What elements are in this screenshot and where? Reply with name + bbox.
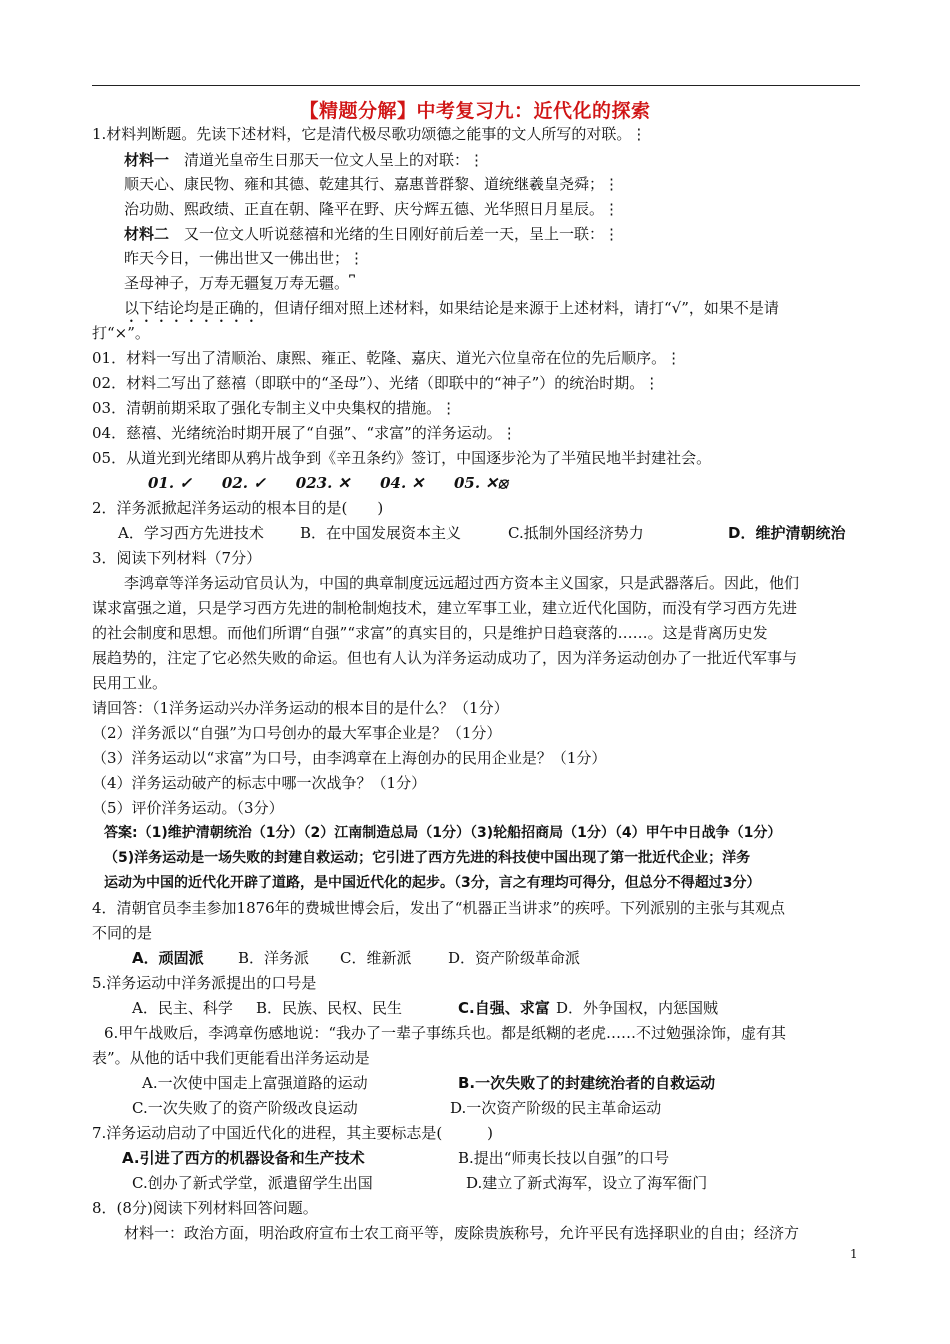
- q4-option-d: D．资产阶级革命派: [448, 949, 581, 967]
- q1-statement-1: 01．材料一写出了清顺治、康熙、雍正、乾隆、嘉庆、道光六位皇帝在位的先后顺序。⋮: [92, 349, 682, 367]
- q6-option-c: C.一次失败了的资产阶级改良运动: [132, 1099, 358, 1117]
- q3-passage-line-4: 展趋势的，注定了它必然失败的命运。但也有人认为洋务运动成功了，因为洋务运动创办了一批近代军事与: [92, 649, 798, 667]
- q1-m1-text: 清道光皇帝生日那天一位文人呈上的对联：⋮: [169, 151, 485, 169]
- q8-stem: 8．(8分)阅读下列材料回答问题。: [92, 1199, 318, 1217]
- q1-m2-couplet-line-2: 圣母神子，万寿无疆复万寿无疆。⎴: [124, 274, 356, 292]
- q1-m1-couplet-line-2: 治功勋、熙政绩、正直在朝、隆平在野、庆兮辉五德、光华照日月星辰。⋮: [124, 200, 620, 218]
- q5-option-b: B．民族、民权、民生: [256, 999, 403, 1017]
- q7-option-a-answer: A.引进了西方的机器设备和生产技术: [122, 1149, 365, 1167]
- q1-material-2: [124, 224, 619, 244]
- q5-option-c-answer: C.自强、求富: [458, 999, 550, 1017]
- page-number: 1: [850, 1247, 858, 1261]
- q2-option-a: A．学习西方先进技术: [118, 524, 264, 542]
- q2-stem: 2．洋务派掀起洋务运动的根本目的是( ): [92, 499, 384, 517]
- q1-statement-2: 02．材料二写出了慈禧（即联中的“圣母”）、光绪（即联中的“神子”）的统治时期。⋮: [92, 374, 660, 392]
- q5-option-d: D．外争国权，内惩国贼: [556, 999, 719, 1017]
- q3-passage-line-1: 李鸿章等洋务运动官员认为，中国的典章制度远远超过西方资本主义国家，只是武器落后。因此，他们: [124, 574, 800, 592]
- q3-passage-line-2: 谋求富强之道，只是学习西方先进的制枪制炮技术，建立军事工业，建立近代化国防，而没有学习西方先进: [92, 599, 798, 617]
- q3-subquestion-1: 请回答：（1洋务运动兴办洋务运动的根本目的是什么？（1分）: [92, 699, 509, 717]
- q2-option-d-answer: D．维护清朝统治: [728, 524, 846, 542]
- q4-stem-line-2: 不同的是: [92, 924, 153, 942]
- q6-option-d: D.一次资产阶级的民主革命运动: [450, 1099, 662, 1117]
- q3-subquestion-5: （5）评价洋务运动。（3分）: [92, 799, 284, 817]
- q4-option-b: B．洋务派: [238, 949, 310, 967]
- q7-stem: 7.洋务运动启动了中国近代化的进程，其主要标志是( ): [92, 1124, 494, 1142]
- q7-option-c: C.创办了新式学堂，派遣留学生出国: [132, 1174, 373, 1192]
- q4-option-a-answer: A．顽固派: [132, 949, 204, 967]
- q6-option-a: A.一次使中国走上富强道路的运动: [142, 1074, 368, 1092]
- q1-instruction-end: 打“×”。: [92, 324, 150, 342]
- q4-stem-line-1: 4．清朝官员李圭参加1876年的费城世博会后，发出了“机器正当讲求”的疾呼。下列派别的主张与其观点: [92, 899, 786, 917]
- q3-answer-line-3: 运动为中国的近代化开辟了道路，是中国近代化的起步。（3分，言之有理均可得分，但总分不得超过3分）: [104, 875, 761, 891]
- q1-instructions: [124, 298, 779, 326]
- q5-stem: 5.洋务运动中洋务派提出的口号是: [92, 974, 317, 992]
- q3-passage-line-5: 民用工业。: [92, 674, 168, 692]
- q1-instruction-rest: ，但请仔细对照上述材料，如果结论是来源于上述材料，请打“√”，如果不是请: [259, 299, 779, 317]
- q8-material-1: 材料一：政治方面，明治政府宣布士农工商平等，废除贵族称号，允许平民有选择职业的自由；经济方: [124, 1224, 800, 1242]
- q1-statement-4: 04．慈禧、光绪统治时期开展了“自强”、“求富”的洋务运动。⋮: [92, 424, 517, 442]
- q7-option-d: D.建立了新式海军，设立了海军衙门: [466, 1174, 708, 1192]
- q1-statement-5: 05．从道光到光绪即从鸦片战争到《辛丑条约》签订，中国逐步沦为了半殖民地半封建社会。: [92, 449, 712, 467]
- q3-passage-line-3: 的社会制度和思想。而他们所谓“自强”“求富”的真实目的，只是维护日趋衰落的……。这是背离历史发: [92, 624, 768, 642]
- q5-option-a: A．民主、科学: [132, 999, 233, 1017]
- q1-m2-couplet-line-1: 昨天今日，一佛出世又一佛出世；⋮: [124, 249, 365, 267]
- q3-answer-line-2: （5)洋务运动是一场失败的封建自救运动；它引进了西方先进的科技使中国出现了第一批近代企业；洋务: [104, 850, 751, 866]
- q1-stem: 1.材料判断题。先读下述材料，它是清代极尽歌功颂德之能事的文人所写的对联。⋮: [92, 125, 647, 143]
- q3-answer-line-1: 答案:（1)维护清朝统治（1分）（2）江南制造总局（1分）（3)轮船招商局（1分）（4）甲午中日战争（1分）: [104, 825, 782, 841]
- q2-option-b: B．在中国发展资本主义: [300, 524, 462, 542]
- q1-m1-couplet-line-1: 顺天心、康民物、雍和其德、乾建其行、嘉惠普群黎、道统继羲皇尧舜；⋮: [124, 175, 620, 193]
- q1-m2-text: 又一位文人听说慈禧和光绪的生日刚好前后差一天，呈上一联：⋮: [169, 225, 620, 243]
- q4-option-c: C．维新派: [340, 949, 412, 967]
- q1-answer-key: 01. ✓ 02. ✓ 023. ✕ 04. ✕ 05. ✕⦻: [148, 474, 508, 492]
- q1-m1-label: 材料一: [124, 151, 170, 169]
- q1-instruction-emphasis: 以下结论均是正确的: [124, 299, 260, 317]
- q1-statement-3: 03．清朝前期采取了强化专制主义中央集权的措施。⋮: [92, 399, 457, 417]
- q6-option-b-answer: B.一次失败了的封建统治者的自救运动: [458, 1074, 716, 1092]
- q3-stem: 3．阅读下列材料（7分）: [92, 549, 262, 567]
- page-title: 【精题分解】中考复习九：近代化的探索: [299, 100, 651, 122]
- q1-material-1: [124, 150, 484, 170]
- q7-option-b: B.提出“师夷长技以自强”的口号: [458, 1149, 670, 1167]
- q2-option-c: C.抵制外国经济势力: [508, 524, 644, 542]
- q6-stem-line-2: 表”。从他的话中我们更能看出洋务运动是: [92, 1049, 370, 1067]
- q3-subquestion-3: （3）洋务运动以“求富”为口号，由李鸿章在上海创办的民用企业是？（1分）: [92, 749, 607, 767]
- q6-stem-line-1: 6.甲午战败后，李鸿章伤感地说：“我办了一辈子事练兵也。都是纸糊的老虎……不过勉强涂饰，虚有其: [104, 1024, 786, 1042]
- q1-m2-label: 材料二: [124, 225, 170, 243]
- q3-subquestion-4: （4）洋务运动破产的标志中哪一次战争？（1分）: [92, 774, 427, 792]
- header-rule: [92, 85, 860, 86]
- q3-subquestion-2: （2）洋务派以“自强”为口号创办的最大军事企业是？（1分）: [92, 724, 502, 742]
